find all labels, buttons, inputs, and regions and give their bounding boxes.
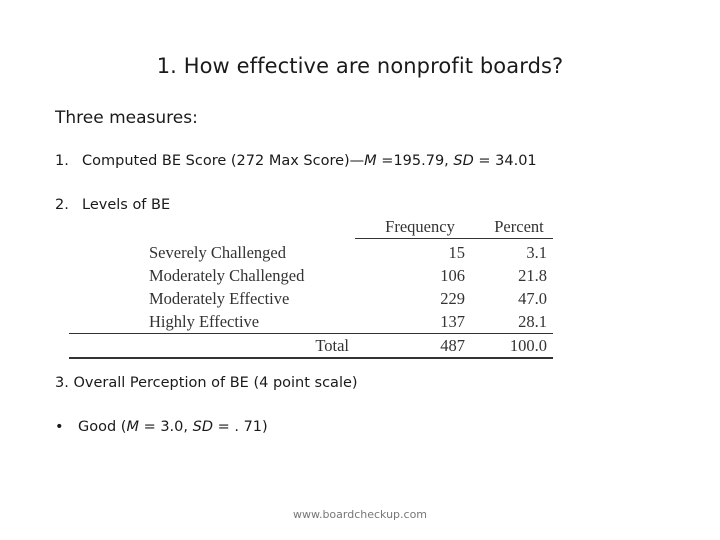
be-levels-table [69, 215, 553, 359]
bullet-sd-label: SD [192, 419, 213, 435]
measure-1-sd-label: SD [453, 153, 474, 169]
slide-title: 1. How effective are nonprofit boards? [156, 54, 564, 78]
row-percent: 47.0 [518, 289, 547, 308]
bullet-m-label: M [126, 419, 139, 435]
row-label: Moderately Challenged [149, 266, 305, 285]
row-label: Severely Challenged [149, 242, 286, 262]
measure-1 [55, 153, 537, 169]
measure-1-m-label: M [364, 153, 377, 169]
table-row [69, 310, 553, 334]
measure-1-m-value: =195.79, [376, 153, 454, 169]
header-frequency: Frequency [355, 215, 485, 239]
measure-2 [55, 197, 170, 213]
perception-bullet [55, 419, 268, 435]
table-row [69, 287, 553, 310]
table-header-row [69, 215, 553, 239]
measure-2-text: Levels of BE [82, 197, 171, 213]
measure-1-text: Computed BE Score (272 Max Score)— [82, 153, 365, 169]
footer-url: www.boardcheckup.com [292, 508, 428, 521]
row-percent: 21.8 [518, 266, 547, 285]
header-label [69, 215, 355, 239]
intro-text: Three measures: [55, 108, 198, 128]
table-row [69, 239, 553, 265]
header-percent: Percent [485, 215, 553, 239]
bullet-sd-value: = . 71) [213, 419, 268, 435]
bullet-text: Good ( [78, 419, 127, 435]
table-row [69, 264, 553, 287]
row-percent: 28.1 [518, 312, 547, 331]
measure-2-number: 2. [55, 197, 69, 213]
row-label: Highly Effective [149, 312, 260, 331]
row-frequency: 137 [440, 312, 465, 331]
bullet-m-value: = 3.0, [138, 419, 193, 435]
total-label: Total [69, 334, 355, 359]
measure-1-sd-value: = 34.01 [473, 153, 537, 169]
measure-3: 3. Overall Perception of BE (4 point scale) [55, 375, 358, 391]
total-percent: 100.0 [485, 334, 553, 359]
row-percent: 3.1 [526, 243, 547, 262]
bullet-icon: • [55, 419, 64, 435]
table-total-row [69, 334, 553, 359]
row-frequency: 106 [440, 266, 465, 285]
row-label: Moderately Effective [149, 289, 290, 308]
row-frequency: 229 [440, 289, 465, 308]
total-frequency: 487 [355, 334, 485, 359]
row-frequency: 15 [448, 243, 465, 262]
measure-1-number: 1. [55, 153, 69, 169]
